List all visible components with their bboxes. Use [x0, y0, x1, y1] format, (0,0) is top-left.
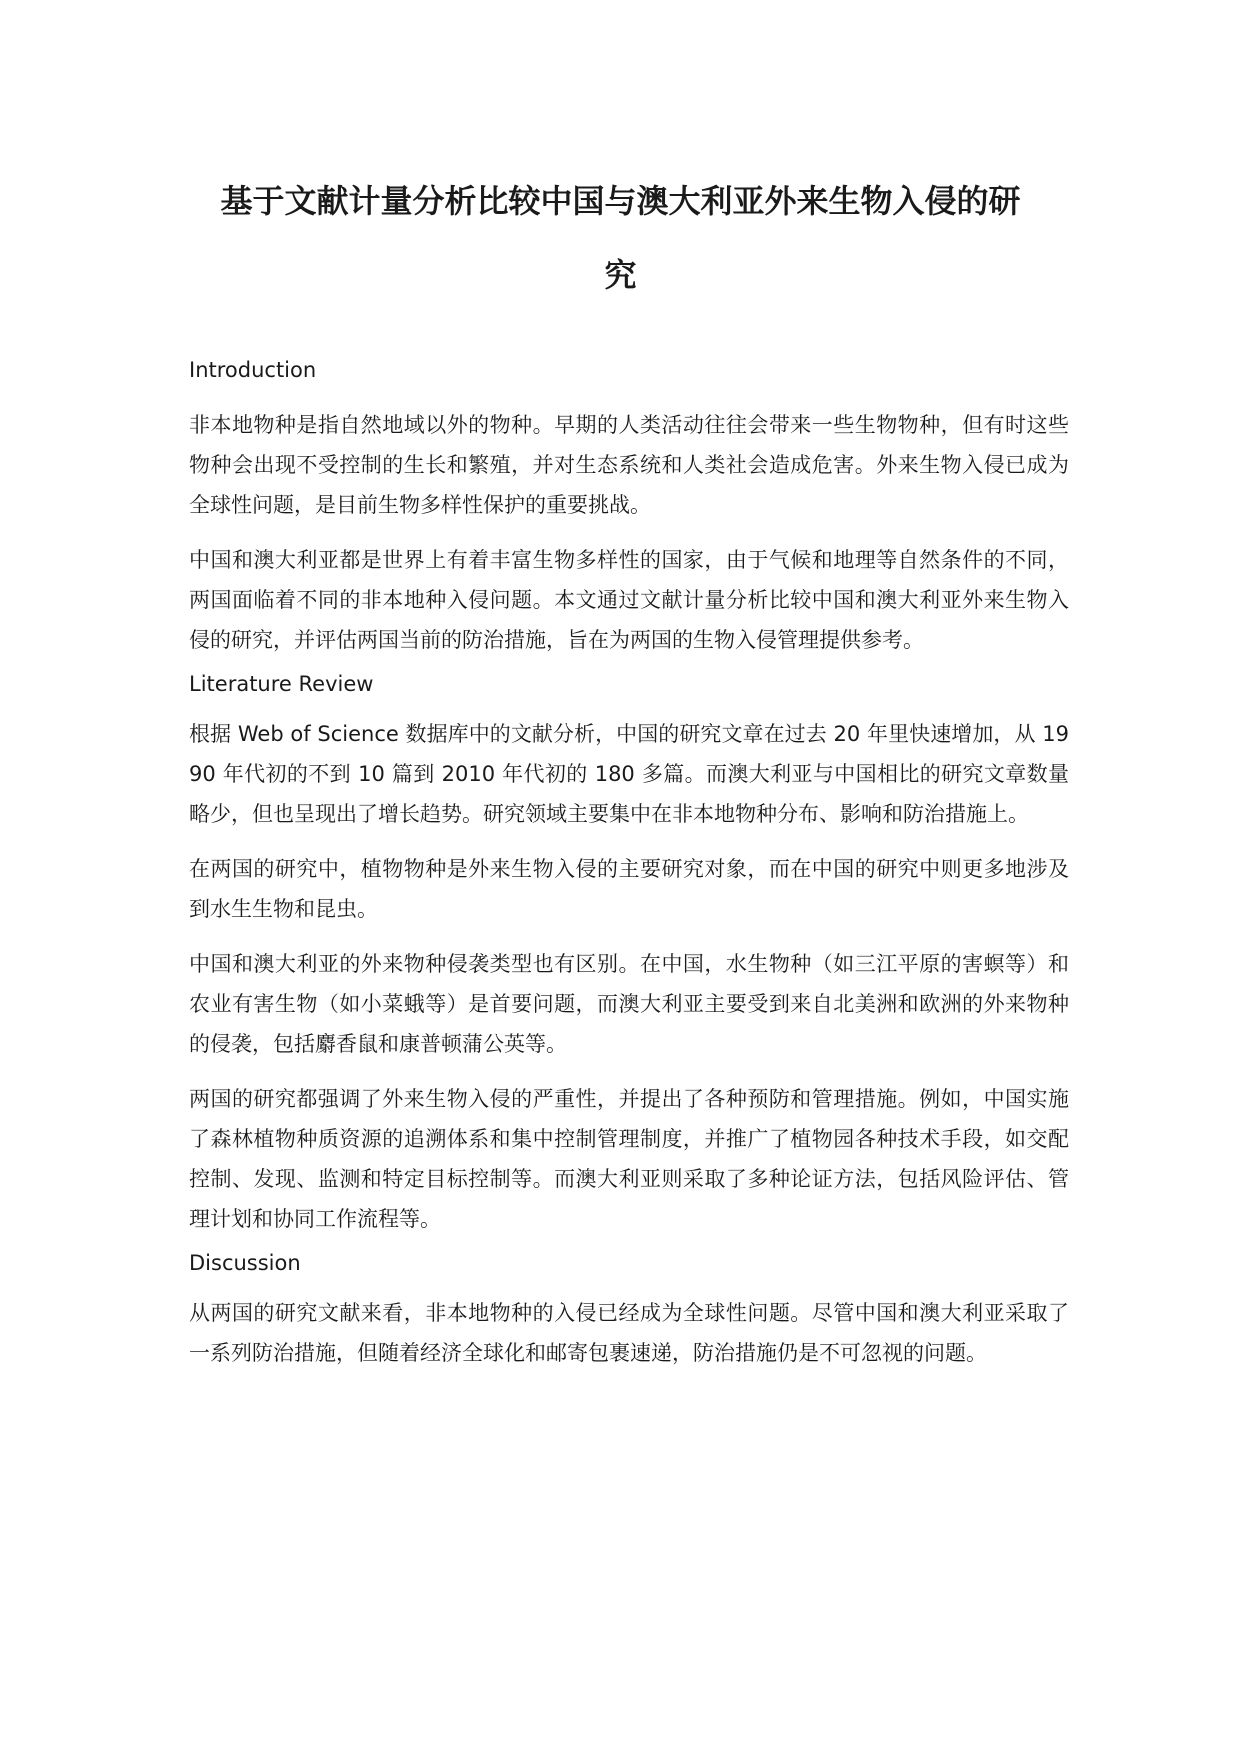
section-heading-introduction: Introduction — [189, 358, 317, 382]
section-heading-discussion: Discussion — [189, 1251, 301, 1275]
literature-review-paragraph-2: 在两国的研究中，植物物种是外来生物入侵的主要研究对象，而在中国的研究中则更多地涉及到水生生物和昆虫。 — [189, 857, 1069, 921]
discussion-paragraph-1: 从两国的研究文献来看，非本地物种的入侵已经成为全球性问题。尽管中国和澳大利亚采取了一系列防治措施，但随着经济全球化和邮寄包裹速递，防治措施仍是不可忽视的问题。 — [189, 1301, 1069, 1365]
introduction-paragraph-1: 非本地物种是指自然地域以外的物种。早期的人类活动往往会带来一些生物物种，但有时这些物种会出现不受控制的生长和繁殖，并对生态系统和人类社会造成危害。外来生物入侵已成为全球性问题，是目前生物多样性保护的重要挑战。 — [189, 413, 1069, 517]
literature-review-paragraph-3: 中国和澳大利亚的外来物种侵袭类型也有区别。在中国，水生物种（如三江平原的害螟等）和农业有害生物（如小菜蛾等）是首要问题，而澳大利亚主要受到来自北美洲和欧洲的外来物种的侵袭，包括麝香鼠和康普顿蒲公英等。 — [189, 952, 1069, 1056]
document-body — [189, 350, 1069, 1388]
introduction-paragraph-2: 中国和澳大利亚都是世界上有着丰富生物多样性的国家，由于气候和地理等自然条件的不同，两国面临着不同的非本地种入侵问题。本文通过文献计量分析比较中国和澳大利亚外来生物入侵的研究，并评估两国当前的防治措施，旨在为两国的生物入侵管理提供参考。 — [189, 548, 1069, 652]
section-heading-literature-review: Literature Review — [189, 672, 374, 696]
document-title-line-2: 究 — [604, 256, 637, 294]
literature-review-paragraph-1: 根据 Web of Science 数据库中的文献分析，中国的研究文章在过去 20 年里快速增加，从 1990 年代初的不到 10 篇到 2010 年代初的 180 多篇。而澳大利亚与中国相比的研究文章数量略少，但也呈现出了增长趋势。研究领域主要集中在非本地物种分布、影响和防治措施上。 — [189, 722, 1069, 826]
document-title-line-1: 基于文献计量分析比较中国与澳大利亚外来生物入侵的研 — [220, 182, 1021, 220]
literature-review-paragraph-4: 两国的研究都强调了外来生物入侵的严重性，并提出了各种预防和管理措施。例如，中国实施了森林植物种质资源的追溯体系和集中控制管理制度，并推广了植物园各种技术手段，如交配控制、发现、监测和特定目标控制等。而澳大利亚则采取了多种论证方法，包括风险评估、管理计划和协同工作流程等。 — [189, 1087, 1069, 1231]
